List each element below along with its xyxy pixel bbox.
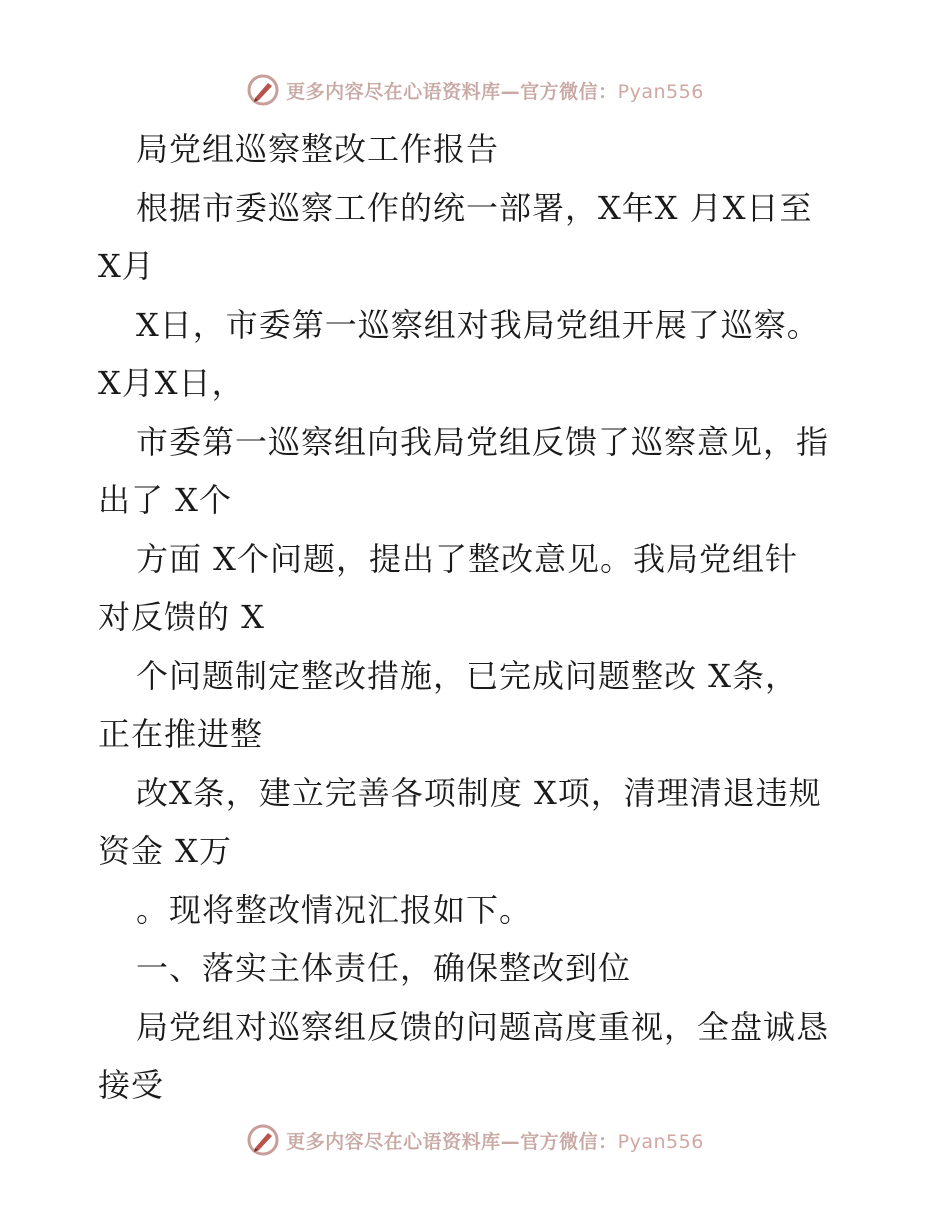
document-line: 市委第一巡察组向我局党组反馈了巡察意见，指 (136, 422, 830, 461)
document-line: 改X条，建立完善各项制度 X项，清理清退违规 (136, 773, 822, 812)
watermark-handle: Pyan556 (617, 80, 704, 103)
document-line: 正在推进整 (98, 715, 264, 753)
document-line: X月X日， (98, 364, 245, 402)
document-line: X月 (98, 247, 155, 285)
document-line: 个问题制定整改措施，已完成问题整改 X条， (136, 656, 798, 695)
document-body (98, 120, 858, 1115)
document-line: 局党组对巡察组反馈的问题高度重视，全盘诚恳 (136, 1007, 830, 1046)
document-line: 接受 (98, 1066, 165, 1104)
pen-logo-icon (246, 73, 280, 107)
watermark-header (0, 70, 950, 110)
document-line: 。现将整改情况汇报如下。 (136, 890, 533, 929)
document-line: 对反馈的 X (98, 598, 265, 636)
watermark-handle: Pyan556 (617, 1130, 704, 1153)
document-line: 出了 X个 (98, 481, 232, 519)
watermark-footer (0, 1120, 950, 1160)
watermark-label: 更多内容尽在心语资料库—官方微信： (286, 1130, 618, 1153)
watermark-label: 更多内容尽在心语资料库—官方微信： (286, 80, 618, 103)
document-line: 局党组巡察整改工作报告 (136, 130, 500, 168)
pen-logo-icon (246, 1123, 280, 1157)
document-line: 方面 X个问题，提出了整改意见。我局党组针 (136, 539, 798, 578)
watermark-text (286, 77, 704, 104)
document-line: 资金 X万 (98, 832, 232, 870)
document-line: X日，市委第一巡察组对我局党组开展了巡察。 (136, 305, 820, 344)
document-line: 一、落实主体责任，确保整改到位 (136, 949, 632, 987)
watermark-text (286, 1127, 704, 1154)
document-line: 根据市委巡察工作的统一部署，X年X 月X日至 (136, 188, 813, 227)
